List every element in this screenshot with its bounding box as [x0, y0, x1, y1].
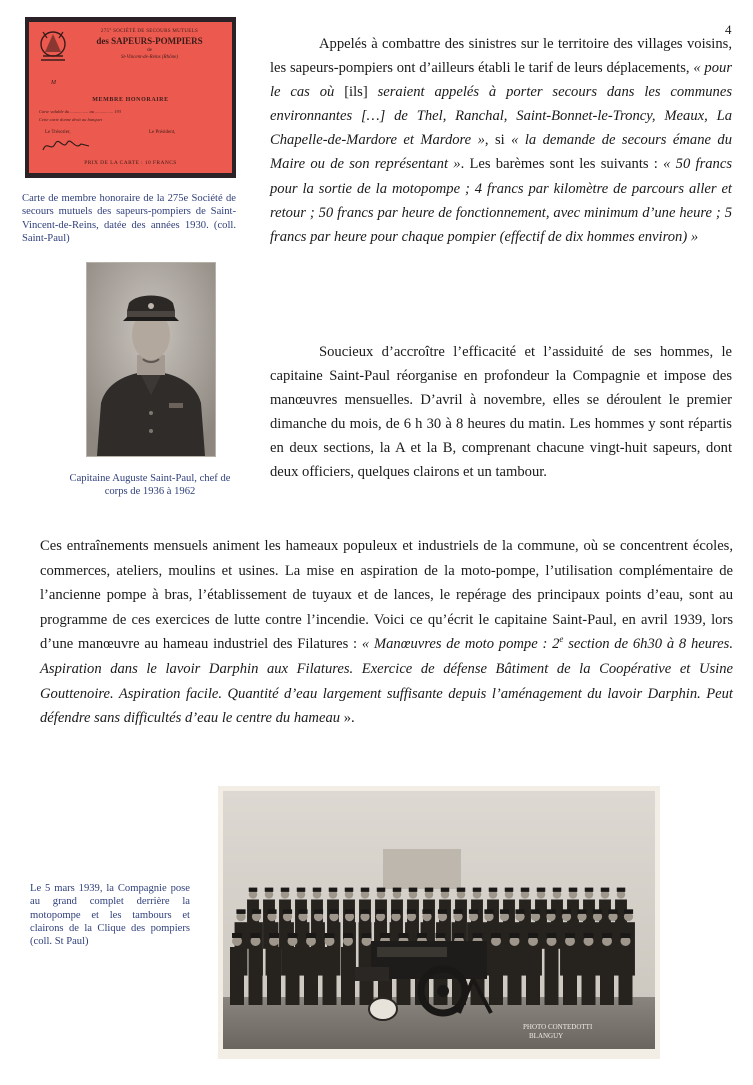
photo-stamp: PHOTO CONTEDOTTI BLANGUY [523, 1023, 593, 1040]
card-member-label: M [51, 80, 56, 86]
drum [369, 998, 397, 1020]
portrait-caption: Capitaine Auguste Saint-Paul, chef de corps de 1936 à 1962 [69, 473, 231, 498]
firefighter-emblem-icon [33, 26, 73, 66]
group-photo [218, 786, 660, 1059]
paragraph-exercises: Ces entraînements mensuels animent les hameaux populeux et industriels de la commune, où se concentrent écoles, commerces, ateliers, moulins et usines. La mise en aspiration de la moto-pompe, l’utilisation complémentaire de l’ancienne pompe à bras, l’établissement de tuyaux et de lances, le repérage des principaux points d’eau, sont au programme de ces exercices de lutte contre l’incendie. Voici ce qu’écrit le capitaine Saint-Paul, en avril 1939, lors d’une manœuvre au hameau industriel des Filatures : « Manœuvres de moto pompe : 2e section de 6h30 à 8 heures. Aspiration dans le lavoir Darphin aux Filatures. Exercice de défense Bâtiment de la Coopérative et Usine Gouttenoire. Aspiration facile. Quantité d’eau largement suffisante depuis l’aménagement du lavoir Darphin. Peut défendre sans difficultés d’eau le centre du hameau ». [40, 538, 733, 727]
card-president: Le Président, [149, 130, 176, 135]
card-title: MEMBRE HONORAIRE [92, 97, 169, 103]
membership-card [25, 17, 236, 178]
card-caption: Carte de membre honoraire de la 275e Société de secours mutuels des sapeurs-pompiers de Saint-Vincent-de-Reins, datée des années 1930. (coll. Saint-Paul) [22, 193, 236, 244]
card-de: de [147, 48, 152, 53]
paragraph-reorganisation: Soucieux d’accroître l’efficacité et l’assiduité de ses hommes, le capitaine Saint-Paul réorganise en profondeur la Compagnie et impose des manœuvres mensuelles. D’avril à novembre, elles se déroulent le premier dimanche du mois, de 6 h 30 à 8 heures du matin. Les hommes y sont répartis en deux sections, la A et la B, comprenant chacune vingt-huit sapeurs, dont deux officiers, quelques clairons et un tambour. [270, 344, 732, 481]
card-treasurer: Le Trésorier, [45, 130, 71, 135]
paragraph-tariffs: Appelés à combattre des sinistres sur le territoire des villages voisins, les sapeurs-pompiers ont d’ailleurs établi le tarif de leurs déplacements, « pour le cas où [ils] seraient appelés à porter secours dans les communes environnantes […] de Thel, Ranchal, Saint-Bonnet-le-Troncy, Meaux, La Chapelle-de-Mardore et Mardore », si « la demande de secours émane du Maire ou de son représentant ». Les barèmes sont les suivants : « 50 francs pour la sortie de la motopompe ; 4 francs par kilomètre de parcours aller et retour ; 50 francs par heure de fonctionnement, avec minimum d’une heure ; 5 francs par heure pour chaque pompier (effectif de dix hommes environ) » [270, 36, 733, 245]
page-number: 4 [725, 22, 732, 37]
portrait-photo [86, 262, 216, 457]
card-brand: des SAPEURS-POMPIERS [96, 36, 203, 46]
group-photo-caption: Le 5 mars 1939, la Compagnie pose au grand complet derrière la motopompe et les tambours et clairons de la Clique des pompiers (coll. St Paul) [30, 883, 190, 948]
card-price: PRIX DE LA CARTE : 10 FRANCS [84, 160, 177, 166]
card-rights: Cette carte donne droit au banquet [39, 117, 102, 122]
card-town: St-Vincent-de-Reins (Rhône) [121, 55, 178, 60]
handwritten-signature [41, 138, 91, 154]
card-society: 275° SOCIÉTÉ DE SECOURS MUTUELS [100, 29, 199, 34]
card-validity: Carte valable du ................ au ................ 193 [39, 109, 121, 114]
